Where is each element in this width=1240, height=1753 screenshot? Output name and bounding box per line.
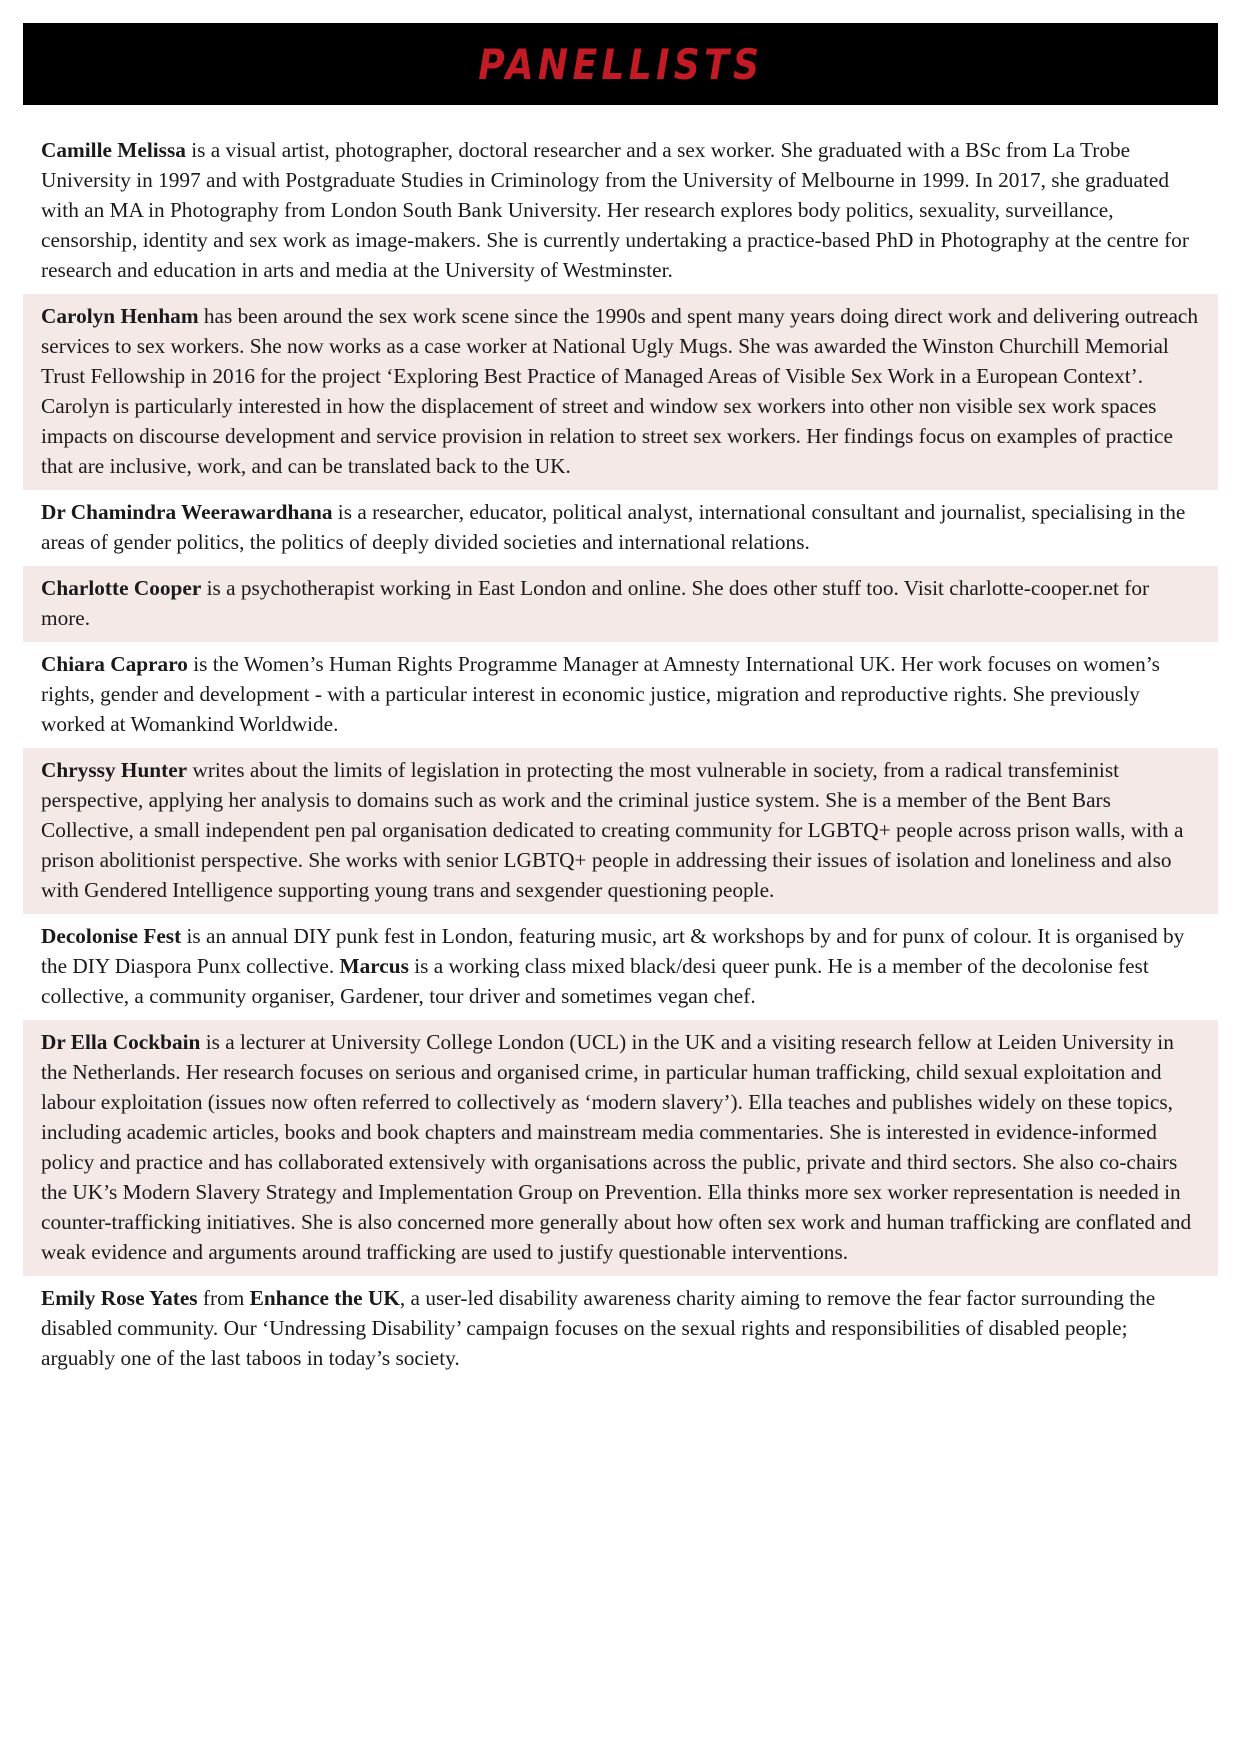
panellist-name: Carolyn Henham <box>41 304 199 328</box>
panellist-name: Dr Ella Cockbain <box>41 1030 201 1054</box>
panellist-bio <box>23 1020 1218 1276</box>
panellist-description: is a visual artist, photographer, doctoral researcher and a sex worker. She graduated with a BSc from La Trobe University in 1997 and with Postgraduate Studies in Criminology from the University of Melbourne in 1999. In 2017, she graduated with an MA in Photography from London South Bank University. Her research explores body politics, sexuality, surveillance, censorship, identity and sex work as image-makers. She is currently undertaking a practice-based PhD in Photography at the centre for research and education in arts and media at the University of Westminster. <box>41 138 1189 282</box>
panellist-bio <box>23 128 1218 294</box>
panellist-bio <box>23 490 1218 566</box>
panellist-description: has been around the sex work scene since the 1990s and spent many years doing direct work and delivering outreach services to sex workers. She now works as a case worker at National Ugly Mugs. She was awarded the Winston Churchill Memorial Trust Fellowship in 2016 for the project ‘Exploring Best Practice of Managed Areas of Visible Sex Work in a European Context’. Carolyn is particularly interested in how the displacement of street and window sex workers into other non visible sex work spaces impacts on discourse development and service provision in relation to street sex workers. Her findings focus on examples of practice that are inclusive, work, and can be translated back to the UK. <box>41 304 1199 478</box>
panellist-description: from <box>197 1286 250 1310</box>
panellist-name: Camille Melissa <box>41 138 186 162</box>
panellist-name: Chiara Capraro <box>41 652 188 676</box>
panellist-description: is a lecturer at University College London (UCL) in the UK and a visiting research fellow at Leiden University in the Netherlands. Her research focuses on serious and organised crime, in particular human trafficking, child sexual exploitation and labour exploitation (issues now often referred to collectively as ‘modern slavery’). Ella teaches and publishes widely on these topics, including academic articles, books and book chapters and mainstream media commentaries. She is interested in evidence-informed policy and practice and has collaborated extensively with organisations across the public, private and third sectors. She also co-chairs the UK’s Modern Slavery Strategy and Implementation Group on Prevention. Ella thinks more sex worker representation is needed in counter-trafficking initiatives. She is also concerned more generally about how often sex work and human trafficking are conflated and weak evidence and arguments around trafficking are used to justify questionable interventions. <box>41 1030 1192 1264</box>
panellist-bio <box>23 642 1218 748</box>
panellist-name: Chryssy Hunter <box>41 758 188 782</box>
panellist-list <box>23 128 1218 1382</box>
panellist-description-secondary: , a user-led disability awareness charity aiming to remove the fear factor surrounding the disabled community. Our ‘Undressing Disability’ campaign focuses on the sexual rights and responsibilities of disabled people; arguably one of the last taboos in today’s society. <box>41 1286 1156 1370</box>
panellist-bio <box>23 294 1218 490</box>
panellists-header-bar <box>23 23 1218 105</box>
panellist-description-secondary: is a working class mixed black/desi queer punk. He is a member of the decolonise fest collective, a community organiser, Gardener, tour driver and sometimes vegan chef. <box>41 954 1149 1008</box>
panellist-organisation: Enhance the UK <box>249 1286 400 1310</box>
panellist-name: Decolonise Fest <box>41 924 182 948</box>
panellist-description: is a psychotherapist working in East London and online. She does other stuff too. Visit charlotte-cooper.net for more. <box>41 576 1150 630</box>
panellist-name: Dr Chamindra Weerawardhana <box>41 500 333 524</box>
panellist-name-secondary: Marcus <box>339 954 409 978</box>
panellist-bio <box>23 748 1218 914</box>
panellist-description: writes about the limits of legislation in protecting the most vulnerable in society, from a radical transfeminist perspective, applying her analysis to domains such as work and the criminal justice system. She is a member of the Bent Bars Collective, a small independent pen pal organisation dedicated to creating community for LGBTQ+ people across prison walls, with a prison abolitionist perspective. She works with senior LGBTQ+ people in addressing their issues of isolation and loneliness and also with Gendered Intelligence supporting young trans and sexgender questioning people. <box>41 758 1184 902</box>
panellist-description: is an annual DIY punk fest in London, featuring music, art & workshops by and for punx of colour. It is organised by the DIY Diaspora Punx collective. <box>41 924 1185 978</box>
panellist-bio <box>23 1276 1218 1382</box>
page-title: PANELLISTS <box>477 39 764 89</box>
panellist-name: Emily Rose Yates <box>41 1286 198 1310</box>
panellist-description: is a researcher, educator, political analyst, international consultant and journalist, specialising in the areas of gender politics, the politics of deeply divided societies and international relations. <box>41 500 1186 554</box>
panellist-bio <box>23 566 1218 642</box>
panellist-bio <box>23 914 1218 1020</box>
panellist-name: Charlotte Cooper <box>41 576 202 600</box>
panellist-description: is the Women’s Human Rights Programme Manager at Amnesty International UK. Her work focuses on women’s rights, gender and development - with a particular interest in economic justice, migration and reproductive rights. She previously worked at Womankind Worldwide. <box>41 652 1160 736</box>
